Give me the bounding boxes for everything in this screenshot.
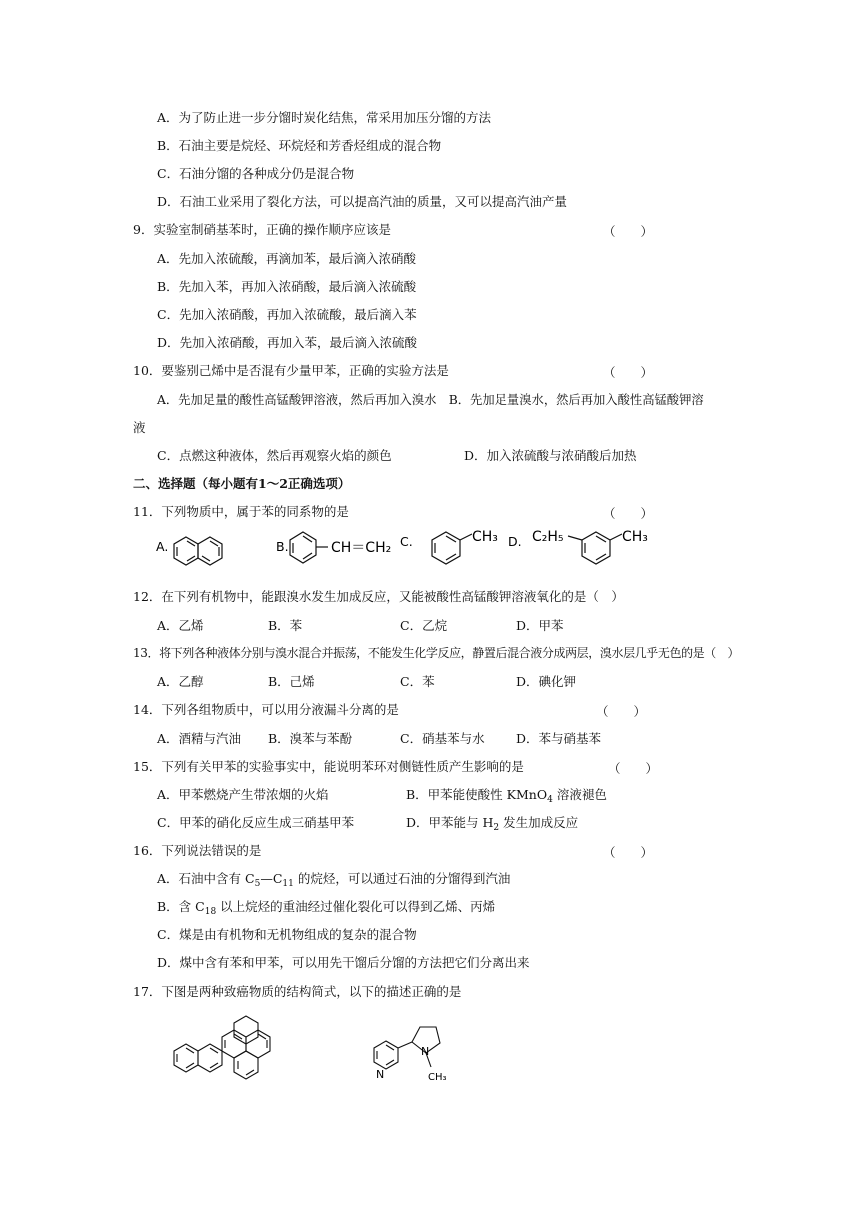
- q15-option-a: A．甲苯燃烧产生带浓烟的火焰: [157, 787, 329, 802]
- q17-stem: 17．下图是两种致癌物质的结构简式，以下的描述正确的是: [133, 984, 462, 999]
- styrene-structure: [290, 532, 328, 563]
- q12-option-c: C．乙烷: [400, 618, 448, 633]
- q9-option-c: C．先加入浓硝酸，再加入浓硫酸，最后滴入苯: [157, 307, 417, 322]
- q11-formula-d-ethyl: C₂H₅: [532, 529, 564, 545]
- toluene-structure: [432, 532, 472, 564]
- q13-option-c: C．苯: [400, 674, 435, 689]
- q14-stem: 14．下列各组物质中，可以用分液漏斗分离的是: [133, 702, 399, 717]
- q16-stem: 16．下列说法错误的是: [133, 843, 262, 858]
- q13-option-b: B．己烯: [268, 674, 315, 689]
- q17-ch3-label: CH₃: [428, 1072, 447, 1083]
- q10-option-ab: A．先加足量的酸性高锰酸钾溶液，然后再加入溴水 B．先加足量溴水，然后再加入酸性高锰酸钾溶: [157, 393, 704, 407]
- q11-formula-c: CH₃: [472, 529, 498, 545]
- q13-option-a: A．乙醇: [157, 674, 204, 689]
- nicotine-structure: [374, 1027, 440, 1069]
- q13-option-d: D．碘化钾: [516, 674, 577, 689]
- ethyltoluene-structure: [568, 532, 622, 564]
- q10-option-b-cont: 液: [133, 420, 146, 435]
- q14-option-b: B．溴苯与苯酚: [268, 731, 353, 746]
- q17-n-label-pyridine: N: [376, 1068, 385, 1081]
- q13-stem: 13．将下列各种液体分别与溴水混合并振荡，不能发生化学反应，静置后混合液分成两层，溴水层几乎无色的是（ ）: [133, 646, 740, 660]
- q12-stem: 12．在下列有机物中，能跟溴水发生加成反应，又能被酸性高锰酸钾溶液氧化的是（ ）: [133, 589, 624, 604]
- section-2-heading: 二、选择题（每小题有1～2正确选项）: [133, 476, 351, 491]
- q11-label-c: C.: [400, 534, 413, 549]
- q11-label-a: A.: [156, 539, 169, 554]
- q15-stem: 15．下列有关甲苯的实验事实中，能说明苯环对侧链性质产生影响的是: [133, 759, 524, 774]
- q9-option-b: B．先加入苯，再加入浓硝酸，最后滴入浓硫酸: [157, 279, 417, 294]
- q17-n-label-pyrrolidine: N: [421, 1045, 430, 1058]
- q8-option-b: B．石油主要是烷烃、环烷烃和芳香烃组成的混合物: [157, 138, 442, 153]
- q11-label-b: B.: [276, 539, 289, 554]
- q16-option-d: D．煤中含有苯和甲苯，可以用先干馏后分馏的方法把它们分离出来: [157, 955, 530, 970]
- q12-option-d: D．甲苯: [516, 618, 564, 633]
- q9-option-d: D．先加入浓硝酸，再加入苯，最后滴入浓硫酸: [157, 335, 418, 350]
- q17-structures: [150, 1015, 510, 1095]
- q14-option-d: D．苯与硝基苯: [516, 731, 602, 746]
- q11-answer-paren: （ ）: [603, 506, 654, 521]
- q15-option-b: B．甲苯能使酸性 KMnO$_4$ 溶液褪色: [406, 787, 607, 805]
- q10-option-d: D．加入浓硫酸与浓硝酸后加热: [464, 448, 637, 463]
- q16-answer-paren: （ ）: [603, 845, 654, 860]
- q8-option-c: C．石油分馏的各种成分仍是混合物: [157, 166, 355, 181]
- q8-option-a: A．为了防止进一步分馏时炭化结焦，常采用加压分馏的方法: [157, 110, 492, 125]
- q16-option-c: C．煤是由有机物和无机物组成的复杂的混合物: [157, 927, 417, 942]
- q10-option-c: C．点燃这种液体，然后再观察火焰的颜色: [157, 448, 392, 463]
- q9-answer-paren: （ ）: [603, 224, 654, 239]
- q12-option-a: A．乙烯: [157, 618, 204, 633]
- q8-option-d: D．石油工业采用了裂化方法，可以提高汽油的质量，又可以提高汽油产量: [157, 194, 568, 209]
- q12-option-b: B．苯: [268, 618, 303, 633]
- q14-option-a: A．酒精与汽油: [157, 731, 242, 746]
- q10-answer-paren: （ ）: [603, 365, 654, 380]
- q14-option-c: C．硝基苯与水: [400, 731, 485, 746]
- q16-option-b: B．含 $C_{18}$ 以上烷烃的重油经过催化裂化可以得到乙烯、丙烯: [157, 899, 496, 917]
- q11-label-d: D.: [508, 534, 522, 549]
- q11-formula-d-methyl: CH₃: [622, 529, 648, 545]
- q9-option-a: A．先加入浓硫酸，再滴加苯，最后滴入浓硝酸: [157, 251, 417, 266]
- q15-answer-paren: （ ）: [608, 761, 659, 776]
- q16-option-a: A．石油中含有 $C_5—C_{11}$ 的烷烃，可以通过石油的分馏得到汽油: [157, 871, 511, 889]
- q10-stem: 10．要鉴别己烯中是否混有少量甲苯，正确的实验方法是: [133, 363, 449, 378]
- q15-option-d: D．甲苯能与 $H_2$ 发生加成反应: [406, 815, 579, 833]
- naphthalene-structure: [174, 537, 222, 565]
- q15-option-c: C．甲苯的硝化反应生成三硝基甲苯: [157, 815, 355, 830]
- q11-structures: [150, 524, 670, 580]
- q14-answer-paren: （ ）: [596, 704, 647, 719]
- benzopyrene-structure: [174, 1016, 270, 1079]
- q9-stem: 9．实验室制硝基苯时，正确的操作顺序应该是: [133, 222, 391, 237]
- q11-formula-b: CH＝CH₂: [331, 540, 392, 556]
- q11-stem: 11．下列物质中，属于苯的同系物的是: [133, 504, 349, 519]
